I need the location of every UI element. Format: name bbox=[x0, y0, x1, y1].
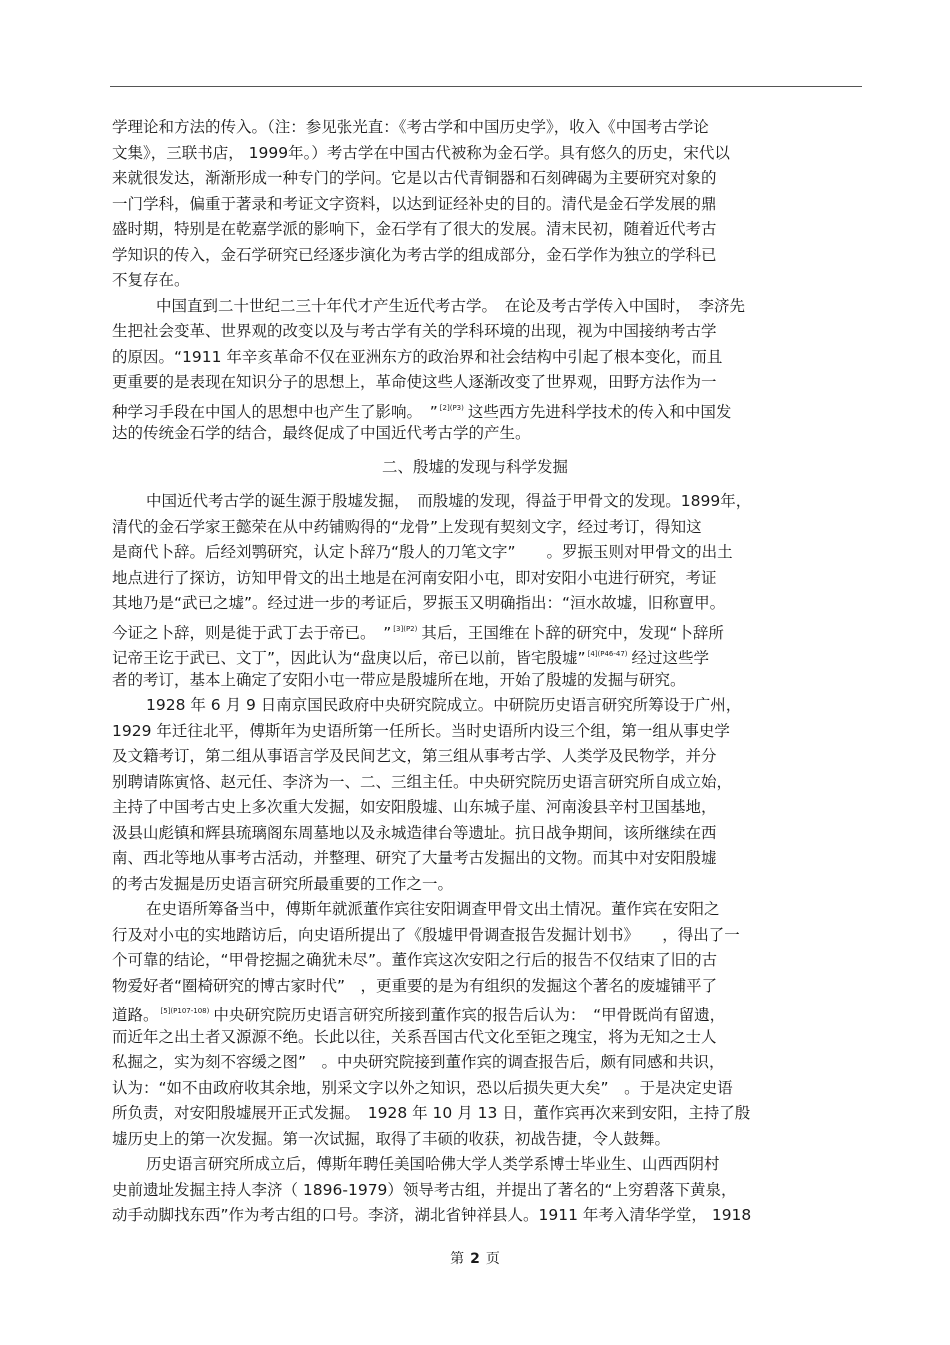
text-line: 私掘之，实为刻不容缓之图” 。中央研究院接到董作宾的调查报告后，颇有同感和共识， bbox=[112, 1053, 725, 1071]
text-line: 盛时期，特别是在乾嘉学派的影响下，金石学有了很大的发展。清末民初，随着近代考古 bbox=[112, 220, 717, 238]
text-fragment: 今证之卜辞，则是徙于武丁去于帝已。 ” bbox=[112, 624, 392, 642]
text-line: 历史语言研究所成立后，傅斯年聘任美国哈佛大学人类学系博士毕业生、山西西阴村 bbox=[146, 1155, 720, 1173]
text-line: 动手动脚找东西”作为考古组的口号。李济，湖北省钟祥县人。1911 年考入清华学堂， 1918 bbox=[112, 1206, 752, 1224]
text-line: 1929 年迁往北平，傅斯年为史语所第一任所长。当时史语所内设三个组，第一组从事史学 bbox=[112, 722, 730, 740]
text-line: 1928 年 6 月 9 日南京国民政府中央研究院成立。中研院历史语言研究所筹设于广州， bbox=[146, 696, 742, 714]
text-line: 而近年之出土者又源源不绝。长此以往，关系吾国古代文化至钜之瑰宝，将为无知之士人 bbox=[112, 1028, 717, 1046]
text-line: 所负责，对安阳殷墟展开正式发掘。 1928 年 10 月 13 日，董作宾再次来到安阳，主持了殷 bbox=[112, 1104, 751, 1122]
text-line: 达的传统金石学的结合，最终促成了中国近代考古学的产生。 bbox=[112, 424, 531, 442]
text-line: 学理论和方法的传入。（注：参见张光直：《考古学和中国历史学》，收入《中国考古学论 bbox=[112, 118, 709, 136]
text-line: 史前遗址发掘主持人李济（ 1896-1979）领导考古组，并提出了著名的“上穷碧落下黄泉， bbox=[112, 1181, 737, 1199]
section-heading: 二、殷墟的发现与科学发掘 bbox=[381, 458, 568, 476]
text-line: 中国近代考古学的诞生源于殷墟发掘， 而殷墟的发现，得益于甲骨文的发现。1899年， bbox=[146, 492, 752, 510]
text-line: 别聘请陈寅恪、赵元任、李济为一、二、三组主任。中央研究院历史语言研究所自成立始， bbox=[112, 773, 733, 791]
text-line bbox=[112, 399, 731, 421]
text-line: 清代的金石学家王懿荣在从中药铺购得的“龙骨”上发现有契刻文字，经过考订，得知这 bbox=[112, 518, 702, 536]
text-fragment: 其后，王国维在卜辞的研究中，发现“卜辞所 bbox=[421, 624, 724, 642]
text-line bbox=[112, 1002, 725, 1024]
citation-ref: [5](P107-108) bbox=[160, 1007, 210, 1015]
text-line: 物爱好者“圈椅研究的博古家时代” ，更重要的是为有组织的发掘这个著名的废墟铺平了 bbox=[112, 977, 718, 995]
text-line: 及文籍考订，第二组从事语言学及民间艺文，第三组从事考古学、人类学及民物学，并分 bbox=[112, 747, 717, 765]
text-line: 行及对小屯的实地踏访后，向史语所提出了《殷墟甲骨调查报告发掘计划书》 ，得出了一 bbox=[112, 926, 740, 944]
text-line: 个可靠的结论，“甲骨挖掘之确犹未尽”。董作宾这次安阳之行后的报告不仅结束了旧的古 bbox=[112, 951, 718, 969]
text-line: 认为：“如不由政府收其余地，别采文字以外之知识，恐以后损失更大矣” 。于是决定史语 bbox=[112, 1079, 733, 1097]
text-fragment: 记帝王讫于武已、文丁”，因此认为“盘庚以后，帝已以前，皆宅殷墟” bbox=[112, 649, 586, 667]
text-line: 更重要的是表现在知识分子的思想上，革命使这些人逐渐改变了世界观，田野方法作为一 bbox=[112, 373, 717, 391]
text-line: 是商代卜辞。后经刘鹗研究，认定卜辞乃“殷人的刀笔文字” 。罗振玉则对甲骨文的出土 bbox=[112, 543, 733, 561]
header-rule bbox=[110, 86, 862, 87]
text-line: 生把社会变革、世界观的改变以及与考古学有关的学科环境的出现，视为中国接纳考古学 bbox=[112, 322, 717, 340]
text-fragment: 道路。 bbox=[112, 1006, 159, 1024]
text-fragment: 经过这些学 bbox=[631, 649, 710, 667]
text-line: 主持了中国考古史上多次重大发掘，如安阳殷墟、山东城子崖、河南浚县辛村卫国基地， bbox=[112, 798, 717, 816]
citation-ref: [2](P3) bbox=[439, 404, 464, 412]
text-line: 的考古发掘是历史语言研究所最重要的工作之一。 bbox=[112, 875, 454, 893]
footer-prefix: 第 bbox=[450, 1251, 465, 1267]
footer-suffix: 页 bbox=[485, 1251, 500, 1267]
text-line: 中国直到二十世纪二三十年代才产生近代考古学。 在论及考古学传入中国时， 李济先 bbox=[156, 297, 746, 315]
page-number: 2 bbox=[470, 1251, 480, 1267]
text-line: 者的考订，基本上确定了安阳小屯一带应是殷墟所在地，开始了殷墟的发掘与研究。 bbox=[112, 671, 686, 689]
citation-ref: [4](P46-47) bbox=[587, 650, 628, 658]
text-line: 文集》，三联书店， 1999年。）考古学在中国古代被称为金石学。具有悠久的历史，宋代以 bbox=[112, 144, 730, 162]
text-line: 来就很发达，渐渐形成一种专门的学问。它是以古代青铜器和石刻碑碣为主要研究对象的 bbox=[112, 169, 717, 187]
page-footer bbox=[0, 1248, 950, 1268]
text-fragment: 中央研究院历史语言研究所接到董作宾的报告后认为： “甲骨既尚有留遗， bbox=[213, 1006, 726, 1024]
text-line: 地点进行了探访，访知甲骨文的出土地是在河南安阳小屯，即对安阳小屯进行研究，考证 bbox=[112, 569, 717, 587]
text-line bbox=[112, 620, 724, 642]
text-line: 在史语所筹备当中，傅斯年就派董作宾往安阳调查甲骨文出土情况。董作宾在安阳之 bbox=[146, 900, 720, 918]
text-line: 学知识的传入，金石学研究已经逐步演化为考古学的组成部分，金石学作为独立的学科已 bbox=[112, 246, 717, 264]
text-line: 其地乃是“武已之墟”。经过进一步的考证后，罗振玉又明确指出：“洹水故墟，旧称亶甲。 bbox=[112, 594, 726, 612]
text-fragment: 这些西方先进科学技术的传入和中国发 bbox=[467, 403, 732, 421]
text-line: 不复存在。 bbox=[112, 271, 190, 289]
text-line: 一门学科，偏重于著录和考证文字资料，以达到证经补史的目的。清代是金石学发展的鼎 bbox=[112, 195, 717, 213]
text-line: 汲县山彪镇和辉县琉璃阁东周墓地以及永城造律台等遗址。抗日战争期间，该所继续在西 bbox=[112, 824, 717, 842]
text-line: 南、西北等地从事考古活动，并整理、研究了大量考古发掘出的文物。而其中对安阳殷墟 bbox=[112, 849, 717, 867]
citation-ref: [3](P2) bbox=[393, 625, 418, 633]
text-line: 的原因。“1911 年辛亥革命不仅在亚洲东方的政治界和社会结构中引起了根本变化，而且 bbox=[112, 348, 723, 366]
text-fragment: 种学习手段在中国人的思想中也产生了影响。 ” bbox=[112, 403, 438, 421]
text-line bbox=[112, 645, 709, 667]
text-line: 墟历史上的第一次发掘。第一次试掘，取得了丰硕的收获，初战告捷，令人鼓舞。 bbox=[112, 1130, 671, 1148]
